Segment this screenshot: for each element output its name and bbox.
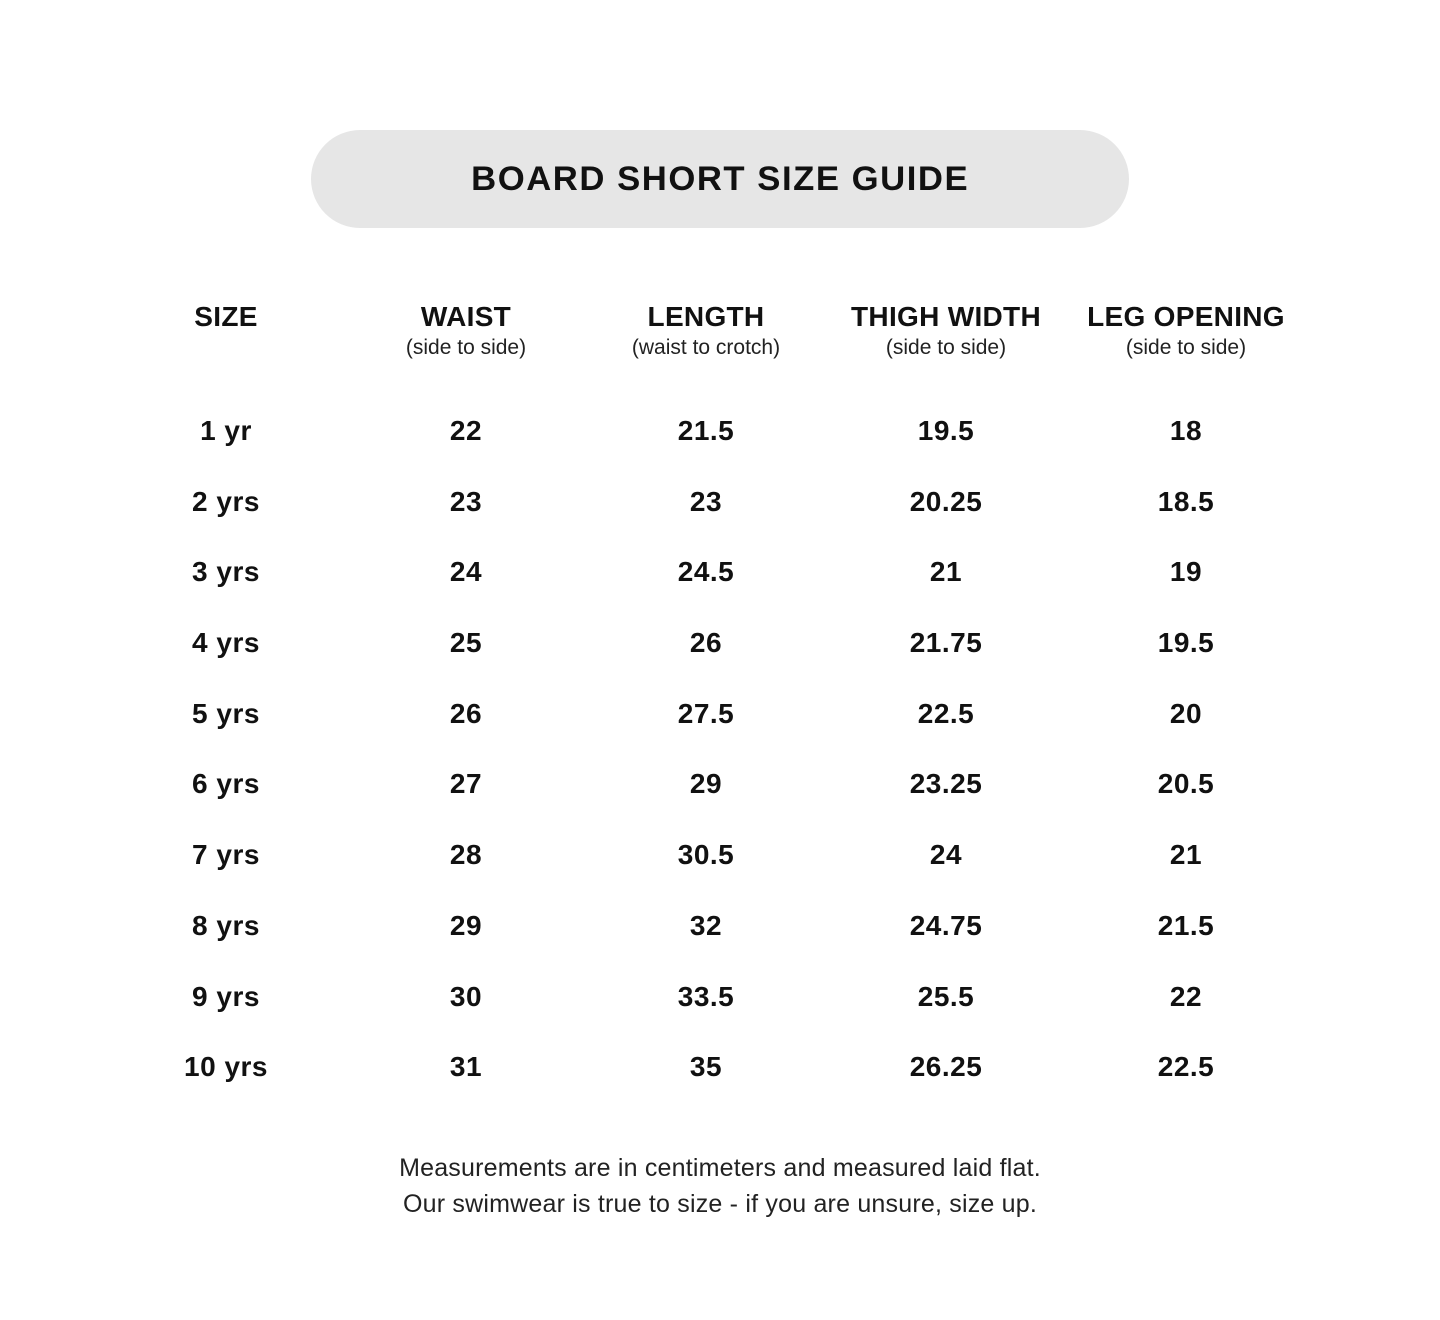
leg-opening-cell: 21.5 — [1157, 909, 1215, 941]
waist-cell: 24 — [449, 556, 483, 588]
leg-opening-cell: 19.5 — [1157, 627, 1215, 659]
waist-cell: 23 — [449, 485, 483, 517]
column-label: SIZE — [194, 301, 258, 332]
waist-cell: 26 — [449, 697, 483, 729]
table-row — [0, 396, 1440, 467]
column-header-leg-opening — [1066, 300, 1306, 362]
size-cell: 6 yrs — [192, 768, 260, 800]
length-cell: 27.5 — [677, 697, 735, 729]
footnote-line-units: Measurements are in centimeters and measured laid flat. — [399, 1154, 1041, 1182]
table-row — [0, 679, 1440, 750]
size-cell: 8 yrs — [192, 909, 260, 941]
leg-opening-cell: 20.5 — [1157, 768, 1215, 800]
waist-cell: 29 — [449, 909, 483, 941]
length-cell: 30.5 — [677, 839, 735, 871]
waist-cell: 28 — [449, 839, 483, 871]
length-cell: 23 — [689, 485, 723, 517]
table-row — [0, 891, 1440, 962]
title-banner — [311, 130, 1129, 228]
size-cell: 5 yrs — [192, 697, 260, 729]
size-cell: 10 yrs — [184, 1051, 268, 1083]
thigh-width-cell: 26.25 — [909, 1051, 983, 1083]
leg-opening-cell: 21 — [1169, 839, 1203, 871]
size-cell: 7 yrs — [192, 839, 260, 871]
column-header-length — [586, 300, 826, 362]
thigh-width-cell: 21 — [929, 556, 963, 588]
size-cell: 2 yrs — [192, 485, 260, 517]
length-cell: 35 — [689, 1051, 723, 1083]
column-sublabel: (side to side) — [405, 336, 527, 359]
table-row — [0, 537, 1440, 608]
waist-cell: 30 — [449, 980, 483, 1012]
size-cell: 9 yrs — [192, 980, 260, 1012]
leg-opening-cell: 20 — [1169, 697, 1203, 729]
column-label: WAIST — [420, 301, 512, 332]
table-row — [0, 962, 1440, 1033]
column-label: THIGH WIDTH — [851, 301, 1041, 332]
thigh-width-cell: 22.5 — [917, 697, 975, 729]
length-cell: 29 — [689, 768, 723, 800]
thigh-width-cell: 25.5 — [917, 980, 975, 1012]
thigh-width-cell: 19.5 — [917, 415, 975, 446]
table-header — [0, 300, 1440, 370]
table-row — [0, 820, 1440, 891]
page-title: BOARD SHORT SIZE GUIDE — [470, 159, 970, 198]
column-label: LEG OPENING — [1087, 301, 1285, 332]
thigh-width-cell: 24 — [929, 839, 963, 871]
waist-cell: 27 — [449, 768, 483, 800]
length-cell: 32 — [689, 909, 723, 941]
column-sublabel: (side to side) — [885, 336, 1007, 359]
leg-opening-cell: 19 — [1169, 556, 1203, 588]
column-header-thigh-width — [826, 300, 1066, 362]
size-table-body — [0, 396, 1440, 1103]
footnote-line-fit: Our swimwear is true to size - if you are unsure, size up. — [402, 1190, 1038, 1218]
column-header-size — [106, 300, 346, 334]
leg-opening-cell: 22 — [1169, 980, 1203, 1012]
table-row — [0, 467, 1440, 538]
thigh-width-cell: 24.75 — [909, 909, 983, 941]
length-cell: 33.5 — [677, 980, 735, 1012]
length-cell: 24.5 — [677, 556, 735, 588]
thigh-width-cell: 23.25 — [909, 768, 983, 800]
column-sublabel: (waist to crotch) — [631, 336, 781, 359]
length-cell: 21.5 — [677, 415, 735, 446]
length-cell: 26 — [689, 627, 723, 659]
thigh-width-cell: 20.25 — [909, 485, 983, 517]
table-row — [0, 608, 1440, 679]
column-sublabel: (side to side) — [1125, 336, 1247, 359]
waist-cell: 22 — [449, 415, 483, 446]
size-cell: 3 yrs — [192, 556, 260, 588]
leg-opening-cell: 22.5 — [1157, 1051, 1215, 1083]
column-header-waist — [346, 300, 586, 362]
size-cell: 4 yrs — [192, 627, 260, 659]
column-label: LENGTH — [647, 301, 765, 332]
footnote — [0, 1150, 1440, 1222]
thigh-width-cell: 21.75 — [909, 627, 983, 659]
size-cell: 1 yr — [200, 415, 252, 446]
table-row — [0, 1032, 1440, 1103]
leg-opening-cell: 18 — [1169, 415, 1203, 446]
waist-cell: 25 — [449, 627, 483, 659]
waist-cell: 31 — [449, 1051, 483, 1083]
table-row — [0, 749, 1440, 820]
leg-opening-cell: 18.5 — [1157, 485, 1215, 517]
